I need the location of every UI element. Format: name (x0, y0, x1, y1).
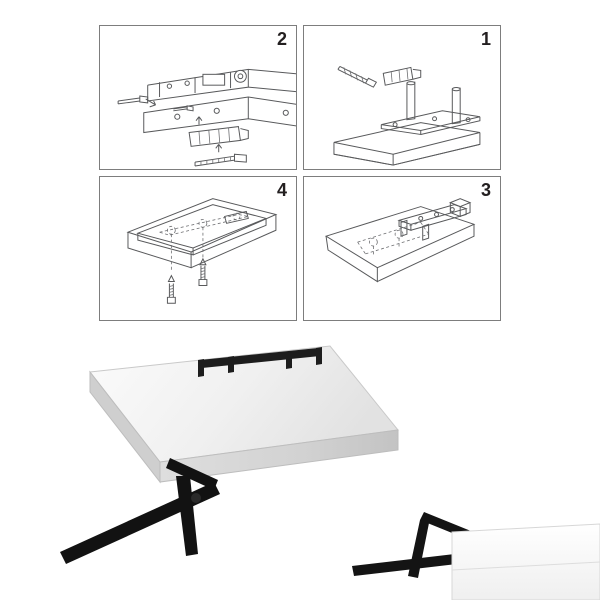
step-panel-4 (99, 176, 297, 321)
step-number-2: 2 (276, 29, 287, 49)
step-number-3: 3 (480, 180, 491, 200)
step-number-4: 4 (276, 180, 287, 200)
product-photograph (0, 330, 600, 600)
step-1-illustration (304, 26, 500, 169)
white-panel-corner (452, 524, 600, 600)
step-panel-3 (303, 176, 501, 321)
black-bracket-large (60, 458, 220, 564)
step-2-illustration (100, 26, 296, 169)
photo-illustration (0, 330, 600, 600)
step-panel-1 (303, 25, 501, 170)
step-panel-2 (99, 25, 297, 170)
step-number-1: 1 (480, 29, 491, 49)
shelf-with-bracket (90, 346, 398, 482)
step-4-illustration (100, 177, 296, 320)
step-3-illustration (304, 177, 500, 320)
